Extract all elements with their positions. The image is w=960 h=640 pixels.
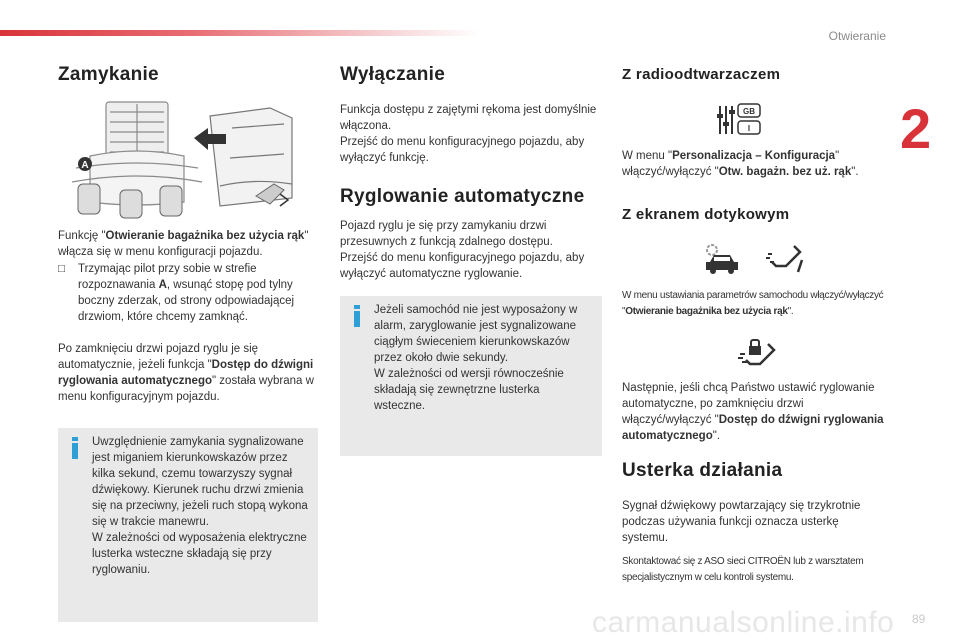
- paragraph-auto-lock-disable: Przejść do menu konfiguracyjnego pojazdu, aby wyłączyć automatyczne ryglowanie.: [340, 252, 585, 280]
- column-auto-lock-text: [622, 380, 884, 586]
- paragraph-touchscreen-menu: W menu ustawiania parametrów samochodu włączyć/wyłączyć "Otwieranie bagażnika bez użycia rąk".: [622, 290, 884, 317]
- car-settings-icon: [702, 242, 742, 278]
- note-text: W zależności od wyposażenia elektryczne lusterka wsteczne składają się przy ryglowaniu.: [92, 532, 307, 576]
- info-note-closing: [58, 428, 318, 622]
- section-title-radio: Z radioodtwarzaczem: [622, 66, 781, 83]
- column-settings-text: [622, 148, 884, 223]
- paragraph-auto-lock-setting: Następnie, jeśli chcą Państwo ustawić ryglowanie automatyczne, po zamknięciu drzwi włączyć/wyłączyć "Dostęp do dźwigni ryglowania automatycznego".: [622, 382, 884, 442]
- info-icon: [353, 305, 361, 327]
- paragraph-auto-lock: Po zamknięciu drzwi pojazd ryglu je się automatycznie, jeżeli funkcja "Dostęp do dźwigni ryglowania automatycznego" została wybrana w menu konfiguracyjnym pojazdu.: [58, 343, 314, 403]
- section-title-closing: Zamykanie: [58, 64, 159, 85]
- note-text: Jeżeli samochód nie jest wyposażony w alarm, zaryglowanie jest sygnalizowane ciągłym świeceniem kierunkowskazów przez około dwie sekundy.: [374, 304, 578, 364]
- section-name: Otwieranie: [828, 29, 886, 43]
- info-icon: [71, 437, 79, 459]
- page-number: 89: [912, 612, 926, 626]
- paragraph-radio-menu: W menu "Personalizacja – Konfiguracja" włączyć/wyłączyć "Otw. bagażn. bez uż. rąk".: [622, 150, 859, 178]
- paragraph-malfunction: Sygnał dźwiękowy powtarzający się trzykrotnie podczas używania funkcji oznacza usterkę systemu.: [622, 500, 861, 544]
- column-touchscreen-text: [622, 288, 888, 320]
- bullet-mark: □: [58, 263, 65, 275]
- column-closing-text: [58, 228, 320, 405]
- paragraph-contact-service: Skontaktować się z ASO sieci CITROËN lub z warsztatem specjalistycznym w celu kontroli systemu.: [622, 556, 864, 583]
- column-settings: [622, 66, 884, 83]
- hands-free-tailgate-icon: [764, 244, 808, 274]
- column-disable: [340, 64, 602, 282]
- paragraph-enable-function: Funkcję "Otwieranie bagażnika bez użycia rąk" włącza się w menu konfiguracji pojazdu.: [58, 230, 309, 258]
- paragraph-default: Funkcja dostępu z zajętymi rękoma jest domyślnie włączona.: [340, 104, 597, 132]
- section-title-auto-lock: Ryglowanie automatyczne: [340, 186, 585, 207]
- section-title-disable: Wyłączanie: [340, 64, 446, 85]
- radio-settings-icon: [716, 102, 764, 138]
- auto-lock-icon: [736, 336, 780, 372]
- watermark: carmanualsonline.info: [592, 606, 895, 639]
- zone-label-a: A: [81, 160, 89, 171]
- column-closing: [58, 64, 320, 86]
- section-title-malfunction: Usterka działania: [622, 460, 783, 481]
- paragraph-auto-lock-desc: Pojazd ryglu je się przy zamykaniu drzwi przesuwnych z funkcją zdalnego dostępu.: [340, 220, 553, 248]
- list-item: □ Trzymając pilot przy sobie w strefie rozpoznawania A, wsunąć stopę pod tylny boczny zderzak, od strony odpowiadającej drzwiom, które chcemy zamknąć.: [58, 263, 295, 323]
- chapter-number: 2: [900, 97, 932, 160]
- header-accent-bar: [0, 30, 480, 36]
- svg-text:GB: GB: [743, 107, 755, 116]
- svg-text:I: I: [747, 124, 751, 133]
- note-text: W zależności od wersji równocześnie składają się zewnętrzne lusterka wsteczne.: [374, 368, 564, 412]
- section-title-touchscreen: Z ekranem dotykowym: [622, 206, 790, 223]
- note-text: Uwzględnienie zamykania sygnalizowane jest miganiem kierunkowskazów przez kilka sekund, czemu towarzyszy sygnał dźwiękowy. Kierunek ruchu drzwi zmienia się na przeciwny, jeżeli ruch stopą wykona się w trakcie manewru.: [92, 436, 308, 528]
- paragraph-disable-howto: Przejść do menu konfiguracyjnego pojazdu, aby wyłączyć funkcję.: [340, 136, 585, 164]
- info-note-alarm: [340, 296, 602, 456]
- hands-free-closing-illustration: [70, 98, 302, 220]
